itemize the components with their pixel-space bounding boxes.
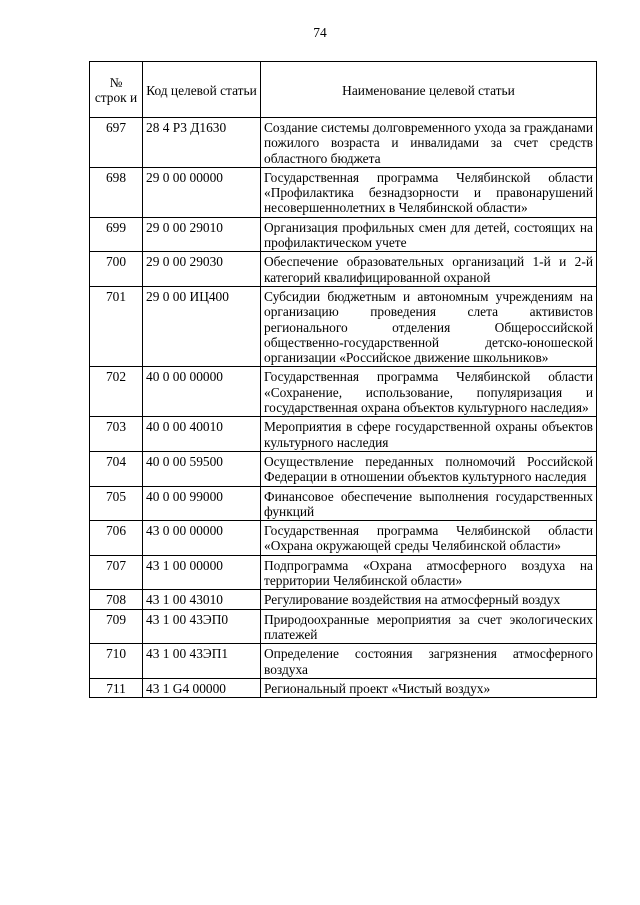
article-code-cell: 29 0 00 29010 — [143, 217, 261, 252]
header-article-name: Наименование целевой статьи — [261, 62, 597, 118]
row-number-cell: 704 — [90, 451, 143, 486]
table-row — [90, 486, 597, 521]
row-number-cell: 709 — [90, 609, 143, 644]
header-article-code: Код целевой статьи — [143, 62, 261, 118]
table-row — [90, 417, 597, 452]
table-row — [90, 167, 597, 217]
article-name-cell: Региональный проект «Чистый воздух» — [261, 678, 597, 697]
table-row — [90, 252, 597, 287]
row-number-cell: 703 — [90, 417, 143, 452]
article-code-cell: 43 1 00 43010 — [143, 590, 261, 609]
row-number-cell: 699 — [90, 217, 143, 252]
table-row — [90, 555, 597, 590]
article-code-cell: 40 0 00 40010 — [143, 417, 261, 452]
table-row — [90, 678, 597, 697]
article-name-cell: Регулирование воздействия на атмосферный воздух — [261, 590, 597, 609]
article-code-cell: 43 1 G4 00000 — [143, 678, 261, 697]
header-row-number: № строк и — [90, 62, 143, 118]
article-code-cell: 40 0 00 99000 — [143, 486, 261, 521]
row-number-cell: 710 — [90, 644, 143, 679]
row-number-cell: 708 — [90, 590, 143, 609]
article-name-cell: Финансовое обеспечение выполнения государственных функций — [261, 486, 597, 521]
article-code-cell: 40 0 00 59500 — [143, 451, 261, 486]
page-number: 74 — [313, 25, 327, 40]
article-code-cell: 29 0 00 29030 — [143, 252, 261, 287]
article-code-cell: 43 1 00 00000 — [143, 555, 261, 590]
target-articles-table — [89, 61, 597, 698]
row-number-cell: 700 — [90, 252, 143, 287]
article-code-cell: 43 1 00 43ЭП1 — [143, 644, 261, 679]
row-number-cell: 711 — [90, 678, 143, 697]
article-name-cell: Подпрограмма «Охрана атмосферного воздуха на территории Челябинской области» — [261, 555, 597, 590]
table-row — [90, 286, 597, 366]
row-number-cell: 698 — [90, 167, 143, 217]
article-name-cell: Природоохранные мероприятия за счет экологических платежей — [261, 609, 597, 644]
article-name-cell: Субсидии бюджетным и автономным учреждениям на организацию проведения слета активистов регионального отделения Общероссийской общественно-государственной детско-юношеской организации «Российское движение школьников» — [261, 286, 597, 366]
article-name-cell: Мероприятия в сфере государственной охраны объектов культурного наследия — [261, 417, 597, 452]
table-row — [90, 367, 597, 417]
article-name-cell: Государственная программа Челябинской области «Профилактика безнадзорности и правонарушений несовершеннолетних в Челябинской области» — [261, 167, 597, 217]
article-code-cell: 29 0 00 ИЦ400 — [143, 286, 261, 366]
row-number-cell: 707 — [90, 555, 143, 590]
article-code-cell: 40 0 00 00000 — [143, 367, 261, 417]
row-number-cell: 702 — [90, 367, 143, 417]
article-name-cell: Создание системы долговременного ухода за гражданами пожилого возраста и инвалидами за счет средств областного бюджета — [261, 118, 597, 168]
article-name-cell: Государственная программа Челябинской области «Сохранение, использование, популяризация и государственная охрана объектов культурного наследия» — [261, 367, 597, 417]
row-number-cell: 701 — [90, 286, 143, 366]
row-number-cell: 697 — [90, 118, 143, 168]
article-code-cell: 28 4 Р3 Д1630 — [143, 118, 261, 168]
table-row — [90, 451, 597, 486]
article-code-cell: 29 0 00 00000 — [143, 167, 261, 217]
table-row — [90, 590, 597, 609]
article-code-cell: 43 0 00 00000 — [143, 521, 261, 556]
article-name-cell: Определение состояния загрязнения атмосферного воздуха — [261, 644, 597, 679]
table-row — [90, 609, 597, 644]
table-row — [90, 217, 597, 252]
article-name-cell: Организация профильных смен для детей, состоящих на профилактическом учете — [261, 217, 597, 252]
table-row — [90, 644, 597, 679]
table-row — [90, 521, 597, 556]
article-name-cell: Обеспечение образовательных организаций 1-й и 2-й категорий квалифицированной охраной — [261, 252, 597, 287]
table-row — [90, 118, 597, 168]
article-code-cell: 43 1 00 43ЭП0 — [143, 609, 261, 644]
row-number-cell: 705 — [90, 486, 143, 521]
row-number-cell: 706 — [90, 521, 143, 556]
article-name-cell: Государственная программа Челябинской области «Охрана окружающей среды Челябинской области» — [261, 521, 597, 556]
article-name-cell: Осуществление переданных полномочий Российской Федерации в отношении объектов культурного наследия — [261, 451, 597, 486]
table-header-row — [90, 62, 597, 118]
